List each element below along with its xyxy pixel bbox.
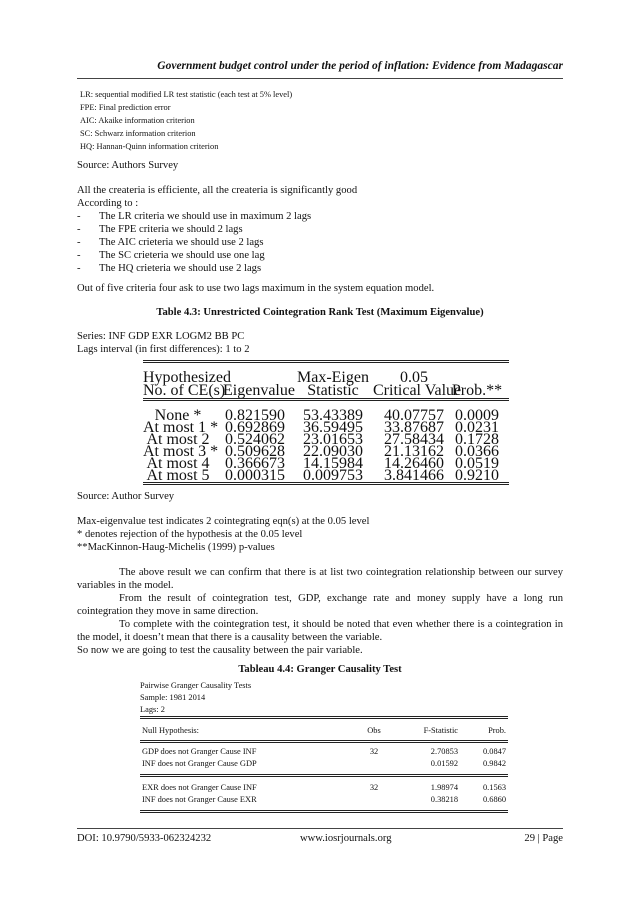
table-rule [140,810,508,813]
running-header: Government budget control under the period of inflation: Evidence from Madagascar [157,60,563,72]
legend-line: SC: Schwarz information criterion [80,129,196,138]
table-cell: 21.13162 [384,443,444,460]
table-cell: 3.841466 [384,467,444,484]
footer-rule [77,828,563,829]
table-cell: 0.0231 [455,419,499,436]
list-item: - The LR criteria we should use in maximum 2 lags [77,211,312,222]
criteria-intro: All the createria is efficiente, all the createria is significantly good [77,185,358,196]
col-header: Prob.** [451,382,503,399]
table-cell: 32 [369,783,379,792]
table-cell: At most 3 * [143,443,219,460]
table-cell: 0.821590 [225,407,285,424]
table-4-3-caption: Table 4.3: Unrestricted Cointegration Rank Test (Maximum Eigenvalue) [156,307,484,318]
table-4-4-caption: Tableau 4.4: Granger Causality Test [238,664,402,675]
table-cell: 0.524062 [225,431,285,448]
col-header: F-Statistic [423,726,458,735]
table-note: **MacKinnon-Haug-Michelis (1999) p-values [77,542,275,553]
paragraph: So now we are going to test the causality between the pair variable. [77,645,363,656]
granger-meta: Pairwise Granger Causality Tests [140,681,252,690]
legend-line: LR: sequential modified LR test statistic (each test at 5% level) [80,90,293,99]
list-item: - The SC crieteria we should use one lag [77,250,265,261]
table-cell: 0.366673 [225,455,285,472]
table-cell: 0.0009 [455,407,499,424]
granger-meta: Sample: 1981 2014 [140,693,206,702]
criteria-conclusion: Out of five criteria four ask to use two lags maximum in the system equation model. [77,283,435,294]
criteria-list [77,210,311,275]
table-cell: 14.26460 [384,455,444,472]
table-cell: None * [154,407,202,424]
table-cell: 40.07757 [384,407,444,424]
col-header: 0.05 [400,369,428,386]
footer-site: www.iosrjournals.org [300,833,392,844]
table-cell: INF does not Granger Cause EXR [142,795,257,804]
table-cell: 0.000315 [225,467,285,484]
col-header: Critical Value [373,382,462,399]
table-cell: 1.98974 [430,783,458,792]
legend-line: HQ: Hannan-Quinn information criterion [80,142,219,151]
table-cell: 2.70853 [430,747,458,756]
footer-doi: DOI: 10.9790/5933-062324232 [77,833,212,844]
table-cell: 0.6860 [482,795,506,804]
table-note: * denotes rejection of the hypothesis at the 0.05 level [77,529,303,540]
according-text: According to : [77,198,139,209]
col-header: Eigenvalue [223,382,295,399]
table-cell: GDP does not Granger Cause INF [142,747,257,756]
col-header: Statistic [307,382,359,399]
table-cell: 0.509628 [225,443,285,460]
paragraph: From the result of cointegration test, GDP, exchange rate and money supply have a long run cointegration they move in same direction. [77,593,563,617]
table-cell: At most 2 [146,431,210,448]
lags-interval-text: Lags interval (in first differences): 1 to 2 [77,344,250,355]
table-cell: At most 5 [146,467,210,484]
table-cell: 33.87687 [384,419,444,436]
table-cell: At most 1 * [143,419,219,436]
paragraph: To complete with the cointegration test, it should be noted that even whether there is a cointegration in the model, it doesn’t mean that there is a causality between the variable. [77,619,563,643]
table-cell: At most 4 [146,455,210,472]
table-cell: 0.1728 [455,431,499,448]
header-rule [77,78,563,79]
series-text: Series: INF GDP EXR LOGM2 BB PC [77,331,245,342]
list-item: - The FPE criteria we should 2 lags [77,224,243,235]
table-cell: INF does not Granger Cause GDP [142,759,257,768]
col-header: No. of CE(s) [143,382,226,399]
col-header: Max-Eigen [297,369,369,386]
table-cell: 0.0847 [482,747,506,756]
table-note: Max-eigenvalue test indicates 2 cointegrating eqn(s) at the 0.05 level [77,516,370,527]
table-rule [143,398,509,401]
table-rule [140,716,508,719]
table-cell: 36.59495 [303,419,363,436]
table-cell: 14.15984 [303,455,363,472]
source-text: Source: Authors Survey [77,160,179,171]
col-header: Prob. [488,726,506,735]
table-cell: 27.58434 [384,431,444,448]
source-text: Source: Author Survey [77,491,175,502]
table-cell: EXR does not Granger Cause INF [142,783,257,792]
col-header: Hypothesized [143,369,231,386]
table-cell: 0.38218 [430,795,458,804]
table-rule [140,774,508,777]
table-cell: 53.43389 [303,407,363,424]
table-cell: 0.01592 [430,759,458,768]
lag-criteria-legend [80,88,292,153]
table-rule [143,360,509,363]
table-cell: 23.01653 [303,431,363,448]
table-rule [140,740,508,743]
list-item: - The HQ crieteria we should use 2 lags [77,263,262,274]
list-item: - The AIC crieteria we should use 2 lags [77,237,264,248]
table-cell: 0.009753 [303,467,363,484]
table-rule [143,482,509,485]
col-header: Obs [367,726,381,735]
legend-line: AIC: Akaike information criterion [80,116,195,125]
table-cell: 22.09030 [303,443,363,460]
table-cell: 0.1563 [482,783,506,792]
col-header: Null Hypothesis: [142,726,199,735]
table-cell: 0.9210 [455,467,499,484]
granger-meta: Lags: 2 [140,705,165,714]
table-cell: 0.0366 [455,443,499,460]
table-cell: 0.692869 [225,419,285,436]
table-cell: 0.9842 [482,759,506,768]
footer-page-number: 29 | Page [524,833,563,844]
table-cell: 32 [369,747,379,756]
legend-line: FPE: Final prediction error [80,103,171,112]
table-cell: 0.0519 [455,455,499,472]
paragraph: The above result we can confirm that there is at list two cointegration relationship between our survey variables in the model. [77,567,563,591]
